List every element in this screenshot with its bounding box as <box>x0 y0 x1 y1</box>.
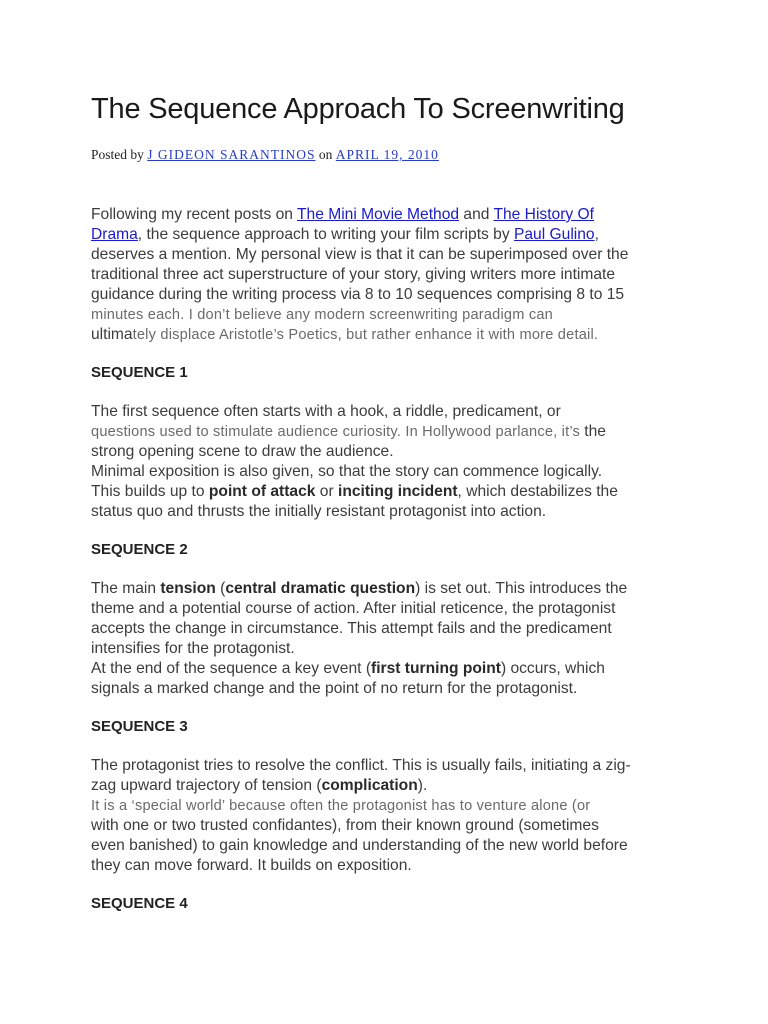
sequence-3-heading: SEQUENCE 3 <box>91 718 188 735</box>
text: This builds up to <box>91 483 209 500</box>
text: , the sequence approach to writing your film scripts by <box>137 226 514 243</box>
text-line: deserves a mention. My personal view is that it can be superimposed over the <box>91 246 629 263</box>
emphasis: inciting incident <box>337 483 458 500</box>
paul-gulino-link[interactable]: Paul Gulino <box>513 226 595 243</box>
history-of-drama-link[interactable]: The History Of <box>493 206 594 223</box>
text-line: signals a marked change and the point of no return for the protagonist. <box>91 680 578 697</box>
text: the <box>584 423 606 440</box>
page-title: The Sequence Approach To Screenwriting <box>91 93 625 125</box>
text-line: status quo and thrusts the initially resistant protagonist into action. <box>91 503 547 520</box>
text-line: minutes each. I don’t believe any modern screenwriting paradigm can <box>91 307 553 323</box>
emphasis: tension <box>160 580 216 597</box>
text: zag upward trajectory of tension ( <box>91 777 322 794</box>
on-label: on <box>318 147 333 162</box>
text-line: intensifies for the protagonist. <box>91 640 295 657</box>
sequence-1-paragraph <box>91 402 683 522</box>
emphasis: complication <box>321 777 418 794</box>
sequence-4-heading: SEQUENCE 4 <box>91 895 188 912</box>
text: or <box>315 483 338 500</box>
text: ) occurs, which <box>500 660 605 677</box>
sequence-3-paragraph <box>91 756 683 876</box>
sequence-2-paragraph <box>91 579 683 699</box>
text: ultima <box>91 326 133 343</box>
text: The main <box>91 580 161 597</box>
text: ). <box>417 777 428 794</box>
emphasis: central dramatic question <box>225 580 416 597</box>
emphasis: point of attack <box>208 483 316 500</box>
text: ) is set out. This introduces the <box>415 580 628 597</box>
byline <box>91 147 439 163</box>
date-link[interactable]: APRIL 19, 2010 <box>335 147 439 162</box>
mini-movie-method-link[interactable]: The Mini Movie Method <box>297 206 460 223</box>
text-line: traditional three act superstructure of your story, giving writers more intimate <box>91 266 616 283</box>
author-link[interactable]: J GIDEON SARANTINOS <box>147 147 316 162</box>
text: At the end of the sequence a key event ( <box>91 660 372 677</box>
intro-paragraph <box>91 205 683 345</box>
text: tely displace Aristotle’s Poetics, but rather enhance it with more detail. <box>132 327 599 343</box>
text-line: strong opening scene to draw the audience. <box>91 443 394 460</box>
emphasis: first turning point <box>371 660 501 677</box>
text-line: guidance during the writing process via 8 to 10 sequences comprising 8 to 15 <box>91 286 625 303</box>
text-line: accepts the change in circumstance. This attempt fails and the predicament <box>91 620 612 637</box>
text-line: It is a ‘special world’ because often the protagonist has to venture alone (or <box>91 798 591 814</box>
text-line: The protagonist tries to resolve the conflict. This is usually fails, initiating a zig- <box>91 757 631 774</box>
text: , which destabilizes the <box>457 483 618 500</box>
text-line: even banished) to gain knowledge and understanding of the new world before <box>91 837 628 854</box>
text: and <box>459 206 494 223</box>
text-line: with one or two trusted confidantes), from their known ground (sometimes <box>91 817 599 834</box>
text-line: Minimal exposition is also given, so that the story can commence logically. <box>91 463 603 480</box>
text: Following my recent posts on <box>91 206 297 223</box>
text: ( <box>215 580 226 597</box>
posted-by-label: Posted by <box>91 147 144 162</box>
text: questions used to stimulate audience curiosity. In Hollywood parlance, it’s <box>91 424 585 440</box>
text-line: The first sequence often starts with a hook, a riddle, predicament, or <box>91 403 561 420</box>
text-line: theme and a potential course of action. After initial reticence, the protagonist <box>91 600 616 617</box>
text: , <box>594 226 599 243</box>
history-of-drama-link-cont[interactable]: Drama <box>91 226 138 243</box>
sequence-2-heading: SEQUENCE 2 <box>91 541 188 558</box>
sequence-1-heading: SEQUENCE 1 <box>91 364 188 381</box>
text-line: they can move forward. It builds on exposition. <box>91 857 412 874</box>
